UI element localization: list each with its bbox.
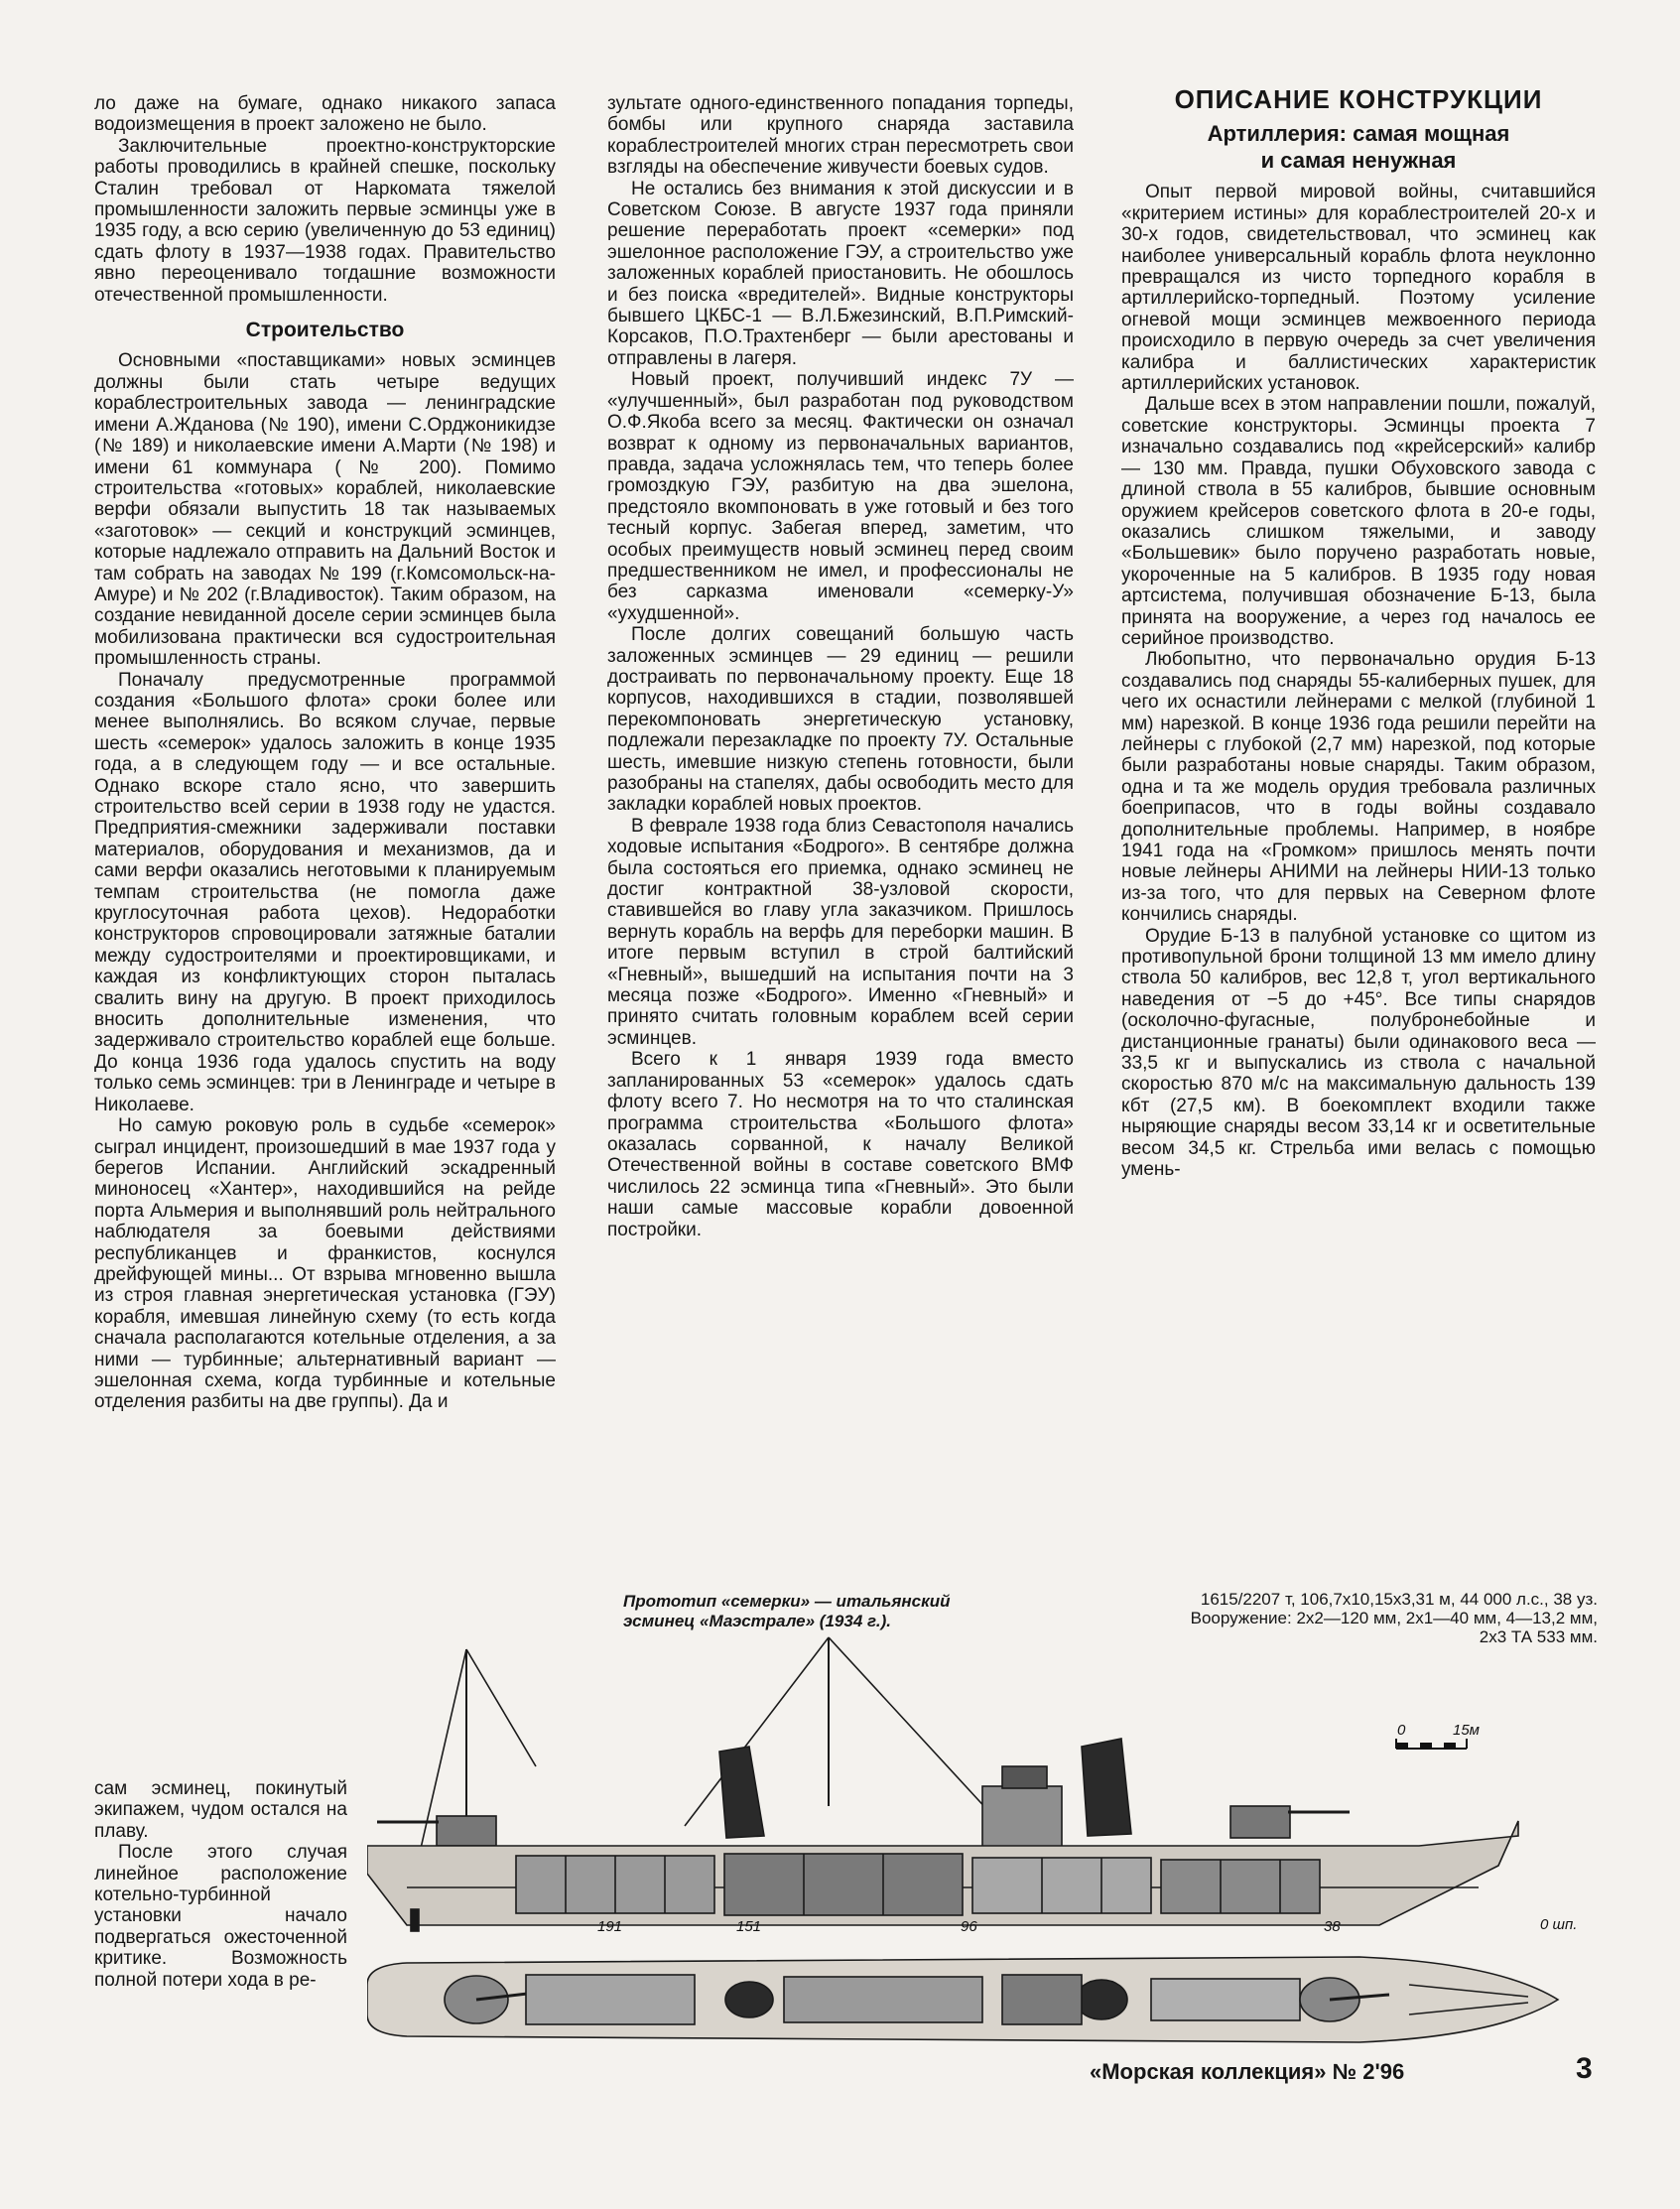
- column-3: [1121, 84, 1596, 1181]
- paragraph: После этого случая линейное расположение котельно-турбинной установки начало подвергаться ожесточенной критике. Возможность полной потери хода в ре-: [94, 1842, 347, 1991]
- scale-end-label: 15м: [1453, 1722, 1480, 1739]
- paragraph: После долгих совещаний большую часть заложенных эсминцев — 29 единиц — решили достраивать по первоначальному проекту. Еще 18 корпусов, находившихся в стадии, позволявшей перекомпоновать энергетическую установку, подлежали перезакладке по проекту 7У. Остальные шесть, имевшие низкую степень готовности, были разобраны на стапелях, дабы освободить место для закладки кораблей новых проектов.: [607, 624, 1074, 816]
- paragraph: сам эсминец, покинутый экипажем, чудом остался на плаву.: [94, 1778, 347, 1842]
- paragraph: Опыт первой мировой войны, считавшийся «критерием истины» для кораблестроителей 20-х и 30-х годов, свидетельствовал, что эсминец как наиболее универсальный корабль флота неуклонно превращался из чисто торпедного корабля в артиллерийско-торпедный. Поэтому усиление огневой мощи эсминцев межвоенного периода происходило в первую очередь за счет увеличения калибра и баллистических характеристик артиллерийских установок.: [1121, 182, 1596, 395]
- frame-label: 191: [597, 1918, 623, 1935]
- scale-start-label: 0: [1397, 1722, 1406, 1739]
- frame-label: 0 шп.: [1540, 1916, 1578, 1933]
- page-number: 3: [1576, 2052, 1593, 2085]
- paragraph: ло даже на бумаге, однако никакого запаса водоизмещения в проект заложено не было.: [94, 93, 556, 136]
- paragraph: зультате одного-единственного попадания торпеды, бомбы или крупного снаряда заставила кораблестроителей многих стран пересмотреть свои взгляды на обеспечение живучести боевых судов.: [607, 93, 1074, 179]
- column-1-wrap-text: [94, 1778, 347, 1991]
- ship-side-profile: [367, 1637, 1518, 1931]
- paragraph: Но самую роковую роль в судьбе «семерок» сыграл инцидент, произошедший в мае 1937 года у берегов Испании. Английский эскадренный миноносец «Хантер», находившийся на рейде порта Альмерия и выполнявший роль нейтрального наблюдателя за боевыми действиями республиканцев и франкистов, коснулся дрейфующей мины... От взрыва мгновенно вышла из строя главная энергетическая установка (ГЭУ) корабля, имевшая линейную схему (то есть когда сначала располагаются котельные отделения, а за ними — турбинные; альтернативный вариант — эшелонная схема, когда турбинные и котельные отделения разбиты на две группы). Да и: [94, 1115, 556, 1413]
- paragraph: Заключительные проектно-конструкторские работы проводились в крайней спешке, поскольку Сталин требовал от Наркомата тяжелой промышленности заложить первые эсминцы уже в 1935 году, а всю серию (увеличенную до 53 единиц) сдать флоту в 1937—1938 годах. Правительство явно переоценивало тогдашние возможности отечественной промышленности.: [94, 135, 556, 306]
- figure-caption: [623, 1592, 1060, 1631]
- paragraph: Новый проект, получивший индекс 7У — «улучшенный», был разработан под руководством О.Ф.Якоба всего за месяц. Фактически он означал возврат к одному из первоначальных вариантов, правда, задача усложнялась тем, что теперь более громоздкую ГЭУ, разбитую на два эшелона, предстояло вкомпоновать в уже готовый и без того тесный корпус. Забегая вперед, заметим, что особых преимуществ новый эсминец перед своим предшественником не имел, и профессионалы не без сарказма именовали «семерку-У» «ухудшенной».: [607, 369, 1074, 624]
- section-title: ОПИСАНИЕ КОНСТРУКЦИИ: [1174, 84, 1543, 114]
- paragraph: Любопытно, что первоначально орудия Б-13 создавались под снаряды 55-калиберных пушек, для чего их оснастили лейнерами с мелкой (глубиной 1 мм) нарезкой. В конце 1936 года решили перейти на лейнеры с глубокой (2,7 мм) нарезкой, под которые были разработаны новые снаряды. Таким образом, одна и та же модель орудия требовала различных боеприпасов, что в годы войны создавало дополнительные проблемы. Например, в ноябре 1941 года на «Громком» пришлось менять почти новые лейнеры АНИМИ на лейнеры НИИ-13 только из-за того, что для первых на Северном флоте кончились снаряды.: [1121, 649, 1596, 926]
- frame-label: 96: [961, 1918, 977, 1935]
- paragraph: Основными «поставщиками» новых эсминцев должны были стать четыре ведущих кораблестроительных завода — ленинградские имени А.Жданова (№ 190), имени С.Орджоникидзе (№ 189) и николаевские имени А.Марти (№ 198) и имени 61 коммунара (№ 200). Помимо строительства «готовых» кораблей, николаевские верфи обязали выпустить 18 так называемых «заготовок» — секций и конструкций эсминцев, которые надлежало отправить на Дальний Восток и там собрать на заводах № 199 (г.Комсомольск-на-Амуре) и № 202 (г.Владивосток). Таким образом, на создание невиданной доселе серии эсминцев была мобилизована практически вся судостроительная промышленность страны.: [94, 350, 556, 670]
- section-subtitle-line: Артиллерия: самая мощная: [1207, 121, 1510, 147]
- paragraph: Поначалу предусмотренные программой создания «Большого флота» сроки более или менее выполнялись. Во всяком случае, первые шесть «семерок» удалось заложить в конце 1935 года, а в следующем году — и все остальные. Однако вскоре стало ясно, что завершить строительство всей серии в 1938 году не удастся. Предприятия-смежники задерживали поставки материалов, оборудования и механизмов, да и сами верфи оказались неготовыми к планируемым темпам строительства (не помогла даже круглосуточная работа цехов). Недоработки конструкторов спровоцировали затяжные баталии между судостроителями и проектировщиками, и каждая из конфликтующих сторон пыталась свалить вину на другую. В проект приходилось вносить дополнительные изменения, что задерживало строительство кораблей еще больше. До конца 1936 года удалось спустить на воду только семь эсминцев: три в Ленинграде и четыре в Николаеве.: [94, 669, 556, 1115]
- section-subtitle-line: и самая ненужная: [1260, 148, 1457, 174]
- paragraph: Орудие Б-13 в палубной установке со щитом из противопульной брони толщиной 13 мм имело длину ствола 50 калибров, вес 12,8 т, угол вертикального наведения от −5 до +45°. Все типы снарядов (осколочно-фугасные, полубронебойные и дистанционные гранаты) были одинакового веса — 33,5 кг и выпускались из ствола с начальной скоростью 870 м/с на максимальную дальность 139 кбт (27,5 км). В боекомплект входили также ныряющие снаряды весом 33,14 кг и осветительные весом 34,5 кг. Стрельба ими велась с помощью умень-: [1121, 925, 1596, 1181]
- magazine-footer: «Морская коллекция» № 2'96: [1090, 2059, 1405, 2084]
- ship-specifications: 1615/2207 т, 106,7x10,15x3,31 м, 44 000 л.с., 38 уз. Вооружение: 2x2—120 мм, 2x1—40 мм, 4—13,2 мм, 2x3 ТА 533 мм.: [1190, 1590, 1598, 1646]
- paragraph: Всего к 1 января 1939 года вместо запланированных 53 «семерок» удалось сдать флоту всего 7. Но несмотря на то что сталинская программа строительства «Большого флота» оказалась сорванной, к началу Великой Отечественной войны в составе советского ВМФ числилось 22 эсминца типа «Гневный». Это были наши самые массовые корабли довоенной постройки.: [607, 1049, 1074, 1240]
- section-subtitle: [1121, 120, 1596, 174]
- paragraph: В феврале 1938 года близ Севастополя начались ходовые испытания «Бодрого». В сентябре должна была состояться его приемка, однако эсминец не достиг контрактной 38-узловой скорости, ставившейся во главу угла заказчиком. Пришлось вернуть корабль на верфь для переборки машин. В итоге первым вступил в строй балтийский «Гневный», вышедший на испытания почти на 3 месяца позже «Бодрого». Именно «Гневный» и принято считать головным кораблем всей серии эсминцев.: [607, 815, 1074, 1049]
- figure-caption-line: эсминец «Маэстрале» (1934 г.).: [623, 1612, 891, 1630]
- subheading-construction: Строительство: [245, 319, 405, 342]
- frame-label: 38: [1324, 1918, 1341, 1935]
- figure-caption-line: Прототип «семерки» — итальянский: [623, 1592, 951, 1611]
- ship-top-view: [367, 1957, 1558, 2042]
- column-2: [607, 93, 1074, 1240]
- scale-bar: [1396, 1722, 1480, 1749]
- paragraph: Дальше всех в этом направлении пошли, пожалуй, советские конструкторы. Эсминцы проекта 7 изначально создавались под «крейсерский» калибр — 130 мм. Правда, пушки Обуховского завода с длиной ствола в 55 калибров, бывшие основным оружием крейсеров советского флота в 20-е годы, оказались слишком тяжелыми, и заводу «Большевик» было поручено разработать новые, укороченные на 5 калибров. В 1935 году новая артсистема, получившая обозначение Б-13, была принята на вооружение, а через год началось ее серийное производство.: [1121, 394, 1596, 649]
- ship-drawing: [367, 1627, 1608, 2054]
- paragraph: Не остались без внимания к этой дискуссии и в Советском Союзе. В августе 1937 года приняли решение переработать проект «семерки» под эшелонное расположение ГЭУ, а строительство уже заложенных кораблей приостановить. Не обошлось и без поиска «вредителей». Видные конструкторы бывшего ЦКБС-1 — В.Л.Бжезинский, В.П.Римский-Корсаков, П.О.Трахтенберг — были арестованы и отправлены в лагеря.: [607, 178, 1074, 369]
- frame-label: 151: [736, 1918, 762, 1935]
- column-1: [94, 93, 556, 1413]
